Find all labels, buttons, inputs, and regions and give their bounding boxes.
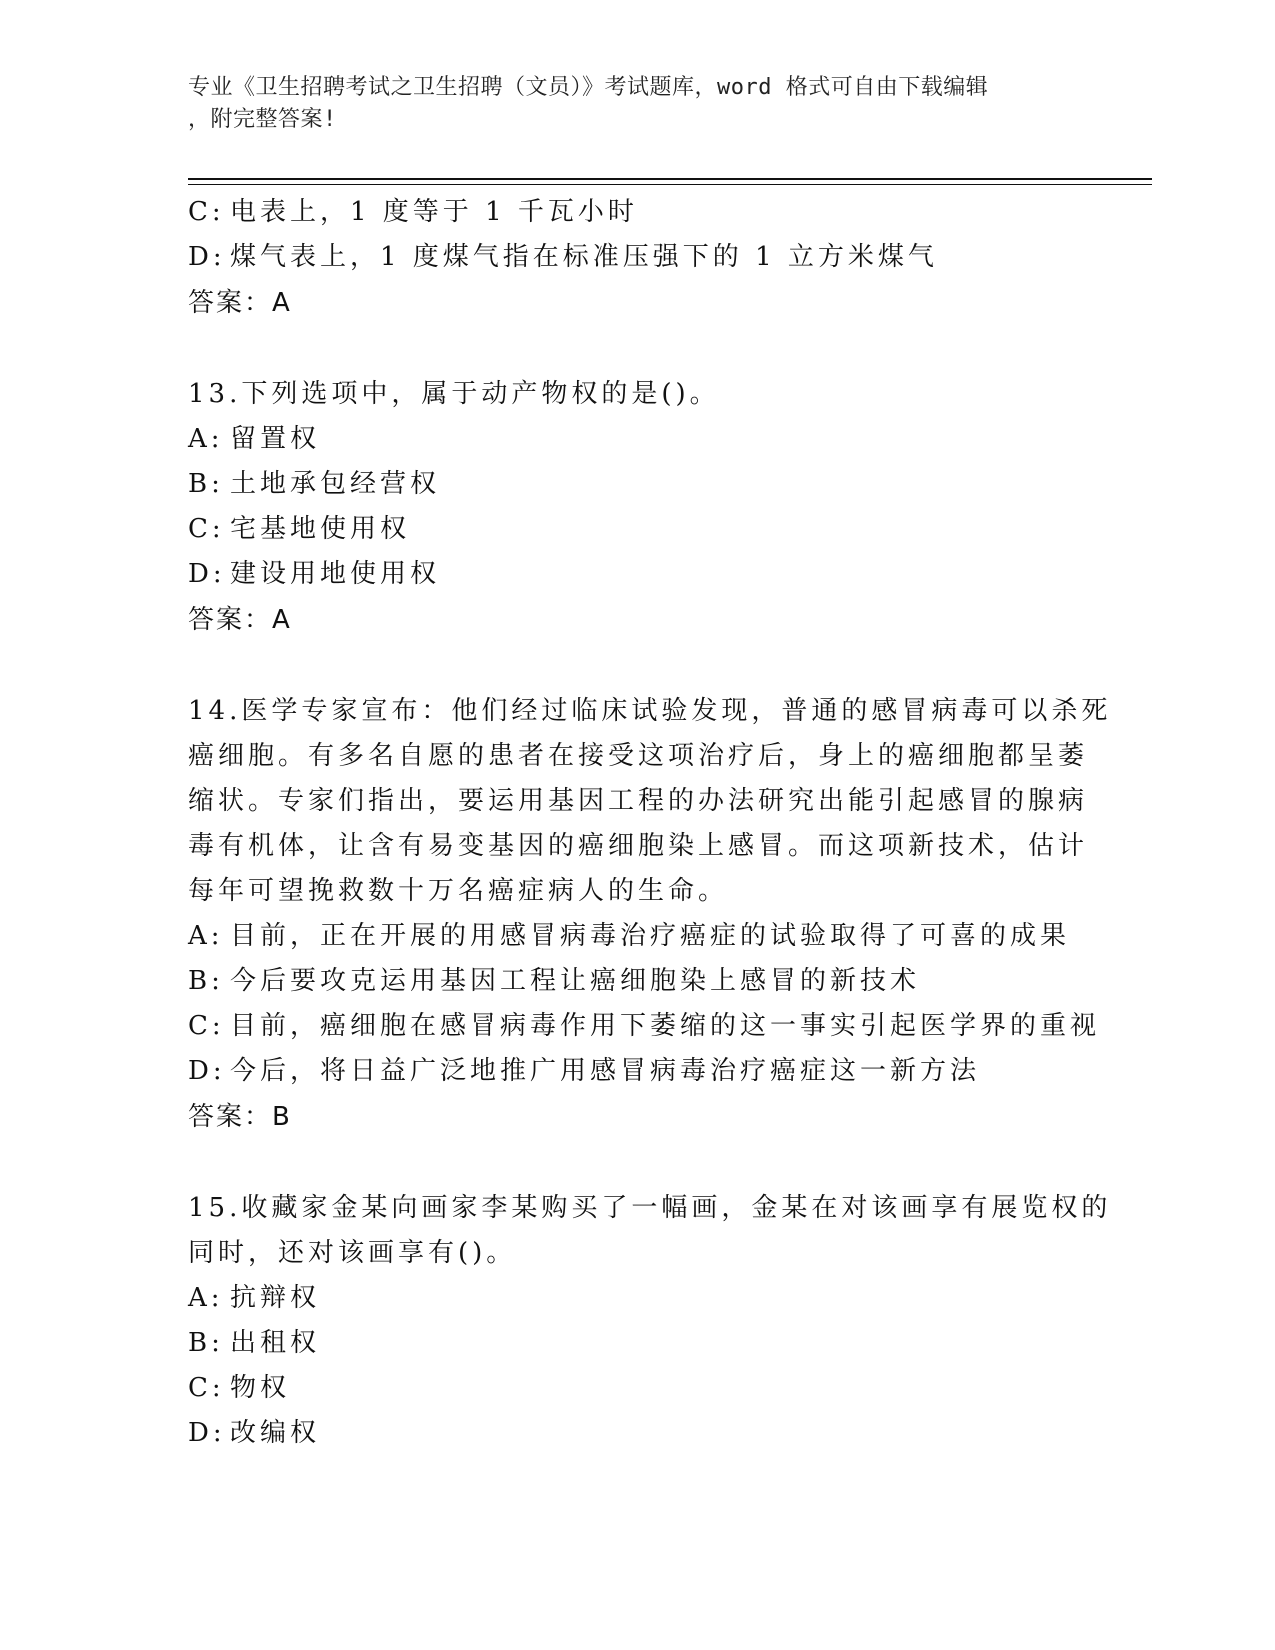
option-d: D: 今后，将日益广泛地推广用感冒病毒治疗癌症这一新方法 bbox=[188, 1056, 981, 1086]
question-14-line-2: 癌细胞。有多名自愿的患者在接受这项治疗后，身上的癌细胞都呈萎 bbox=[188, 741, 1089, 771]
question-15-line-1: 15.收藏家金某向画家李某购买了一幅画，金某在对该画享有展览权的 bbox=[188, 1193, 1112, 1223]
question-15 bbox=[188, 1186, 1112, 1456]
header-line-1: 专业《卫生招聘考试之卫生招聘（文员）》考试题库，word 格式可自由下载编辑 bbox=[188, 75, 989, 100]
question-14-line-1: 14.医学专家宣布：他们经过临床试验发现，普通的感冒病毒可以杀死 bbox=[188, 696, 1112, 726]
option-d: D: 煤气表上，1 度煤气指在标准压强下的 1 立方米煤气 bbox=[188, 242, 938, 272]
option-a: A: 抗辩权 bbox=[188, 1283, 321, 1313]
answer-12: 答案：A bbox=[188, 288, 292, 318]
option-a: A: 目前，正在开展的用感冒病毒治疗癌症的试验取得了可喜的成果 bbox=[188, 921, 1071, 951]
question-13-text: 13.下列选项中，属于动产物权的是()。 bbox=[188, 379, 720, 409]
answer-13: 答案：A bbox=[188, 605, 292, 635]
question-15-line-2: 同时，还对该画享有()。 bbox=[188, 1238, 517, 1268]
option-c: C: 目前，癌细胞在感冒病毒作用下萎缩的这一事实引起医学界的重视 bbox=[188, 1011, 1101, 1041]
question-content bbox=[188, 190, 1112, 1456]
option-c: C: 电表上，1 度等于 1 千瓦小时 bbox=[188, 197, 638, 227]
header-rule-thick bbox=[188, 178, 1152, 180]
answer-14: 答案：B bbox=[188, 1102, 292, 1132]
question-14 bbox=[188, 689, 1112, 1141]
option-a: A: 留置权 bbox=[188, 424, 321, 454]
question-14-line-4: 毒有机体，让含有易变基因的癌细胞染上感冒。而这项新技术，估计 bbox=[188, 831, 1089, 861]
option-c: C: 宅基地使用权 bbox=[188, 514, 411, 544]
question-14-line-3: 缩状。专家们指出，要运用基因工程的办法研究出能引起感冒的腺病 bbox=[188, 786, 1089, 816]
option-d: D: 改编权 bbox=[188, 1418, 321, 1448]
question-14-line-5: 每年可望挽救数十万名癌症病人的生命。 bbox=[188, 876, 729, 906]
question-12 bbox=[188, 190, 1088, 327]
page-header bbox=[188, 72, 1068, 136]
option-b: B: 今后要攻克运用基因工程让癌细胞染上感冒的新技术 bbox=[188, 966, 921, 996]
header-line-2: ，附完整答案! bbox=[188, 107, 337, 132]
option-d: D: 建设用地使用权 bbox=[188, 559, 441, 589]
header-rule-thin bbox=[188, 184, 1152, 185]
option-b: B: 出租权 bbox=[188, 1328, 321, 1358]
question-13 bbox=[188, 372, 1088, 644]
option-b: B: 土地承包经营权 bbox=[188, 469, 441, 499]
option-c: C: 物权 bbox=[188, 1373, 291, 1403]
